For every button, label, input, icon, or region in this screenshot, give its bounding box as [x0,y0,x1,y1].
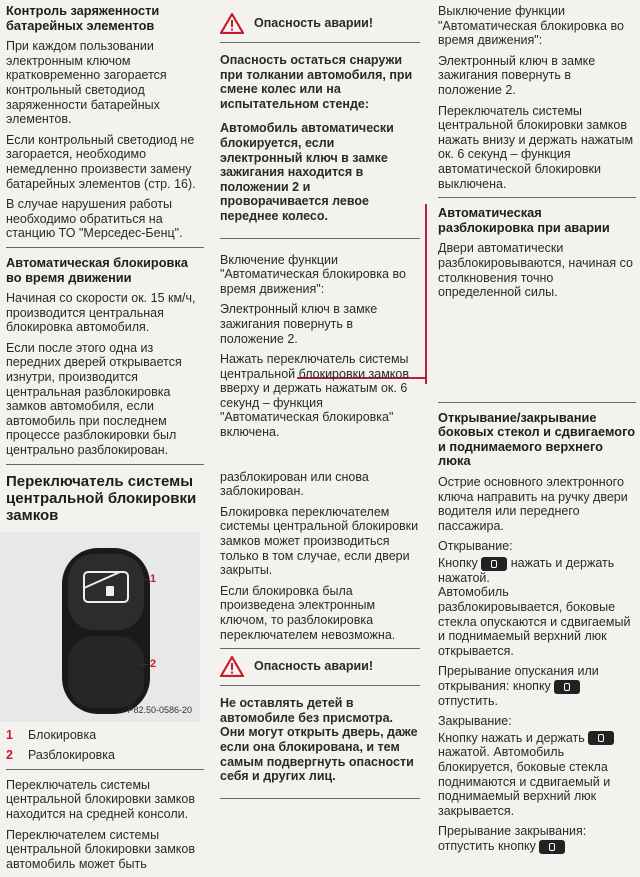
legend-label: Разблокировка [28,748,115,763]
paragraph: Если блокировка была произведена электронным ключом, то разблокировка переключателем невозможна. [220,583,396,642]
close-label: Закрывание: [438,714,512,729]
warning-triangle-icon [220,12,244,34]
open-label: Открывание: [438,539,513,554]
warning-title: Опасность аварии! [254,658,374,673]
paragraph: Блокировка переключателем системы центральной блокировки замков может производиться только в том случае, если двери закрыты. [220,504,419,578]
paragraph: Выключение функции "Автоматическая блокировка во время движения": [438,4,624,48]
warning-text: Автомобиль автоматически блокируется, если электронный ключ в замке зажигания находится в положении 2 и проворачивается левое переднее колесо. [220,121,394,223]
central-lock-switch-illustration [0,532,200,722]
paragraph: Переключатель системы центральной блокировки замков находится на средней консоли. [6,777,196,821]
callout-1: 1 [150,572,157,585]
section-title-crash-unlock: Автоматическая разблокировка при аварии [438,205,610,235]
paragraph: Электронный ключ в замке зажигания повернуть в положение 2. [438,53,596,97]
warning-text: Не оставлять детей в автомобиле без присмотра. Они могут открыть дверь, даже если она блокирована, и тем самым подвергнуть опасности себя и других лиц. [220,696,418,784]
paragraph: Переключателем системы центральной блокировки замков автомобиль может быть [6,827,196,871]
column-right [438,4,636,860]
divider [438,197,636,198]
callout-2: 2 [150,657,157,670]
text-fragment: Кнопку нажать и держать [438,730,585,745]
figure-caption: P82.50-0586-20 [127,705,192,716]
text-fragment: Кнопку [438,556,478,571]
paragraph: разблокирован или снова заблокирован. [220,469,369,499]
key-unlock-button-icon [554,680,580,694]
warning-box-2 [220,648,420,799]
paragraph [438,556,636,585]
callout-line-2 [140,664,148,665]
text-fragment: нажать и держать нажатой. [438,556,615,585]
paragraph: В случае нарушения работы необходимо обратиться на станцию ТО "Мерседес-Бенц". [6,197,183,241]
paragraph [438,664,636,708]
text-fragment: нажатой. Автомобиль блокируется, боковые стекла поднимаются и сдвигаемый и поднимаемый верхний люк закрывается. [438,745,611,818]
paragraph: Двери автоматически разблокировываются, начиная со столкновения точно определенной силы. [438,241,633,300]
paragraph: Электронный ключ в замке зажигания повернуть в положение 2. [220,302,378,346]
warning-header [220,4,420,43]
text-fragment: Прерывание опускания или открывания: кнопку [438,664,599,693]
key-lock-button-icon [539,840,565,854]
legend-number: 2 [6,748,13,763]
legend-item [6,728,204,743]
section-title-windows: Открывание/закрывание боковых стекол и сдвигаемого и поднимаемого верхнего люка [438,409,636,469]
paragraph: При каждом пользовании электронным ключом кратковременно загорается контрольный светодиод заряженности батарейных элементов. [6,39,167,127]
paragraph: Если контрольный светодиод не загорается, необходимо немедленно произвести замену батарейных элементов (стр. 16). [6,132,196,191]
legend-label: Блокировка [28,727,97,742]
section-title-auto-lock: Автоматическая блокировка во время движении [6,254,188,285]
paragraph [438,731,636,819]
divider [6,247,204,248]
warning-text: Опасность остаться снаружи при толкании автомобиля, при смене колес или на испытательном стенде: [220,53,413,111]
warning-triangle-icon [220,655,244,677]
column-left [6,4,204,877]
paragraph: Начиная со скорости ок. 15 км/ч, производится центральная блокировка автомобиля. [6,291,196,335]
paragraph [438,824,636,853]
legend-number: 1 [6,727,13,742]
switch-figure [0,532,200,722]
legend-item [6,748,204,763]
red-margin-line-vertical [425,204,427,384]
warning-header [220,649,420,686]
key-unlock-button-icon [481,557,507,571]
paragraph: Если после этого одна из передних дверей открывается изнутри, производится центральная разблокировка замков автомобиля, если автомобиль при последнем процессе разблокировки был центрально разблокирован. [6,340,182,458]
divider [6,769,204,770]
divider [6,464,204,465]
warning-title: Опасность аварии! [254,15,374,30]
text-fragment: отпустить. [438,693,498,708]
text-fragment: Прерывание закрывания: отпустить кнопку [438,824,587,854]
paragraph: Переключатель системы центральной блокировки замков нажать внизу и держать нажатым ок. 6 секунд – функция автоматической блокировки выключена. [438,103,634,191]
paragraph: Острие основного электронного ключа направить на ручку двери водителя или переднего пассажира. [438,475,628,533]
paragraph: Нажать переключатель системы центральной блокировки замков вверху и держать нажатым ок. 6 секунд – функция "Автоматическая блокировка" включена. [220,352,410,440]
warning-box-1 [220,4,420,239]
callout-line-1 [140,579,148,580]
section-title-switch: Переключатель системы центральной блокировки замков [6,472,197,524]
section-title-battery: Контроль заряженности батарейных элементов [6,3,160,33]
paragraph: Включение функции "Автоматическая блокировка во время движения": [220,252,406,296]
key-lock-button-icon [588,731,614,745]
paragraph: Автомобиль разблокировывается, боковые стекла опускаются и сдвигаемый и поднимаемый верхний люк открывается. [438,585,631,658]
column-middle [220,4,420,813]
divider [438,402,636,403]
